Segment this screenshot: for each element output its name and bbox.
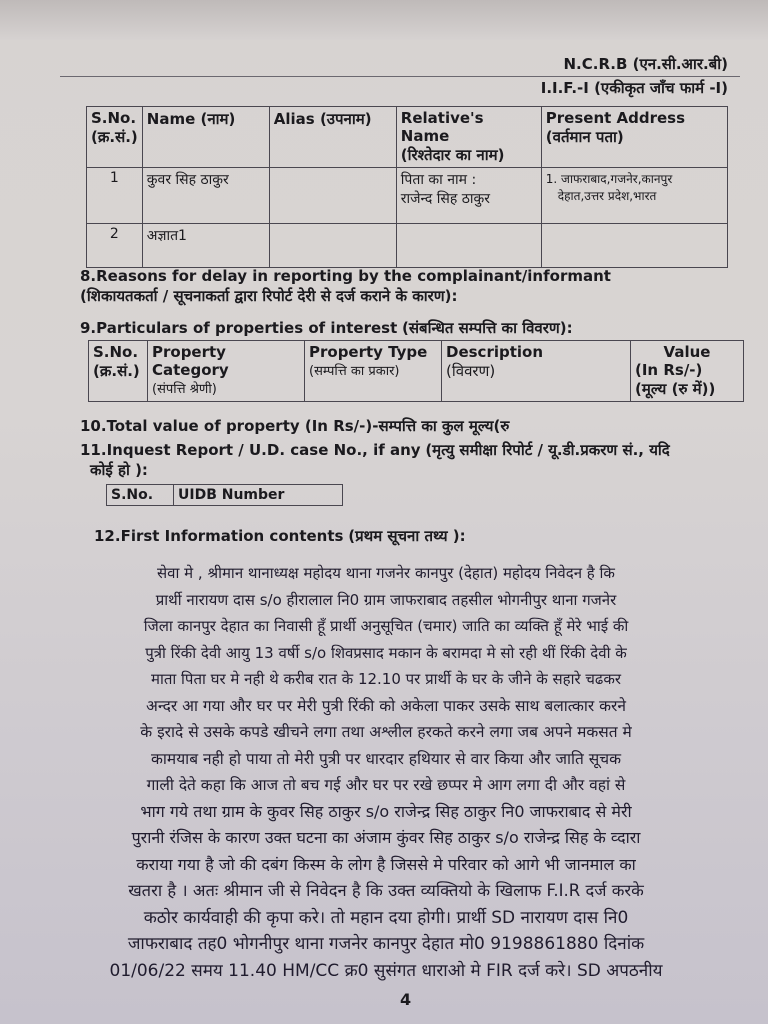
uidb-col-sno: S.No. [107, 485, 174, 506]
fir-line: कामयाब नही हो पाया तो मेरी पुत्री पर धारदार हथियार से वार किया और जाति सूचक [151, 749, 621, 768]
fir-line: पुरानी रंजिस के कारण उक्त घटना का अंजाम कुंवर सिह ठाकुर s/o राजेन्द्र सिह के व्दारा [131, 828, 641, 847]
section-10-title: 10.Total value of property (In Rs/-) [80, 417, 373, 435]
row-sno: 2 [87, 224, 143, 268]
row-alias [269, 168, 396, 224]
col-relative: Relative's Name (रिश्तेदार का नाम) [396, 107, 541, 168]
fir-line: अन्दर आ गया और घर पर मेरी पुत्री रिंकी को अकेला पाकर उसके साथ बलात्कार करने [146, 696, 626, 715]
col-prop-sno: S.No. (क्र.सं.) [89, 341, 148, 402]
section-9 [80, 318, 573, 338]
section-11-title-hi: (मृत्यु समीक्षा रिपोर्ट / यू.डी.प्रकरण सं., यदि [425, 441, 670, 459]
uidb-table [106, 484, 343, 506]
table-header-row [89, 341, 744, 402]
ncrb-header: N.C.R.B (एन.सी.आर.बी) [563, 55, 728, 73]
col-sno: S.No. (क्र.सं.) [87, 107, 143, 168]
fir-line: के इरादे से उसके कपडे खीचने लगा तथा अश्लील हरकते करने लगा जब अपने मकसत मे [140, 723, 632, 741]
fir-line: 01/06/22 समय 11.40 HM/CC क्र0 सुसंगत धाराओ मे FIR दर्ज करे। SD अपठनीय [109, 960, 663, 981]
fir-line: कठोर कार्यवाही की कृपा करे। तो महान दया होगी। प्रार्थी SD नारायण दास नि0 [143, 907, 629, 928]
col-name: Name (नाम) [142, 107, 269, 168]
col-address: Present Address (वर्तमान पता) [541, 107, 727, 168]
section-9-title-hi: (संबन्धित सम्पत्ति का विवरण): [402, 319, 573, 337]
col-prop-description: Description (विवरण) [442, 341, 631, 402]
fir-line: प्रार्थी नारायण दास s/o हीरालाल नि0 ग्राम जाफराबाद तहसील भोगनीपुर थाना गजनेर [155, 590, 617, 609]
section-12 [94, 526, 466, 546]
section-8 [80, 266, 611, 306]
col-prop-value: Value (In Rs/-) (मूल्य (रु में)) [631, 341, 744, 402]
section-10 [80, 416, 509, 436]
row-sno: 1 [87, 168, 143, 224]
page-number: 4 [400, 990, 412, 1009]
section-8-subtitle: (शिकायतकर्ता / सूचनाकर्ता द्वारा रिपोर्ट देरी से दर्ज कराने के कारण): [80, 287, 458, 305]
property-table [88, 340, 744, 402]
section-11 [80, 440, 670, 480]
section-12-title: 12.First Information contents [94, 527, 344, 545]
first-information-contents [46, 560, 726, 984]
row-name: अज्ञात1 [142, 224, 269, 268]
row-relative: पिता का नाम : राजेन्द सिह ठाकुर [396, 168, 541, 224]
accused-table [86, 106, 728, 268]
row-address: 1. जाफराबाद,गजनेर,कानपुर देहात,उत्तर प्रदेश,भारत [541, 168, 727, 224]
section-11-title-hi2: कोई हो ): [90, 461, 148, 479]
fir-line: कराया गया है जो की दबंग किस्म के लोग है जिससे मे परिवार को आगे भी जानमाल का [136, 854, 636, 874]
section-8-title: 8.Reasons for delay in reporting by the complainant/informant [80, 267, 611, 285]
col-prop-type: Property Type (सम्पत्ति का प्रकार) [305, 341, 442, 402]
col-prop-category: Property Category (संपत्ति श्रेणी) [148, 341, 305, 402]
table-header-row [87, 107, 728, 168]
fir-line: सेवा मे , श्रीमान थानाध्यक्ष महोदय थाना गजनेर कानपुर (देहात) महोदय निवेदन है कि [157, 564, 615, 582]
section-12-title-hi: (प्रथम सूचना तथ्य ): [348, 527, 466, 545]
table-row [87, 224, 728, 268]
fir-line: पुत्री रिंकी देवी आयु 13 वर्षी s/o शिवप्रसाद मकान के बरामदा मे सो रही थीं रिंकी देवी के [145, 643, 627, 662]
row-name: कुवर सिह ठाकुर [142, 168, 269, 224]
row-address [541, 224, 727, 268]
fir-line: जिला कानपुर देहात का निवासी हूँ प्रार्थी अनुसूचित (चमार) जाति का व्यक्ति हूँ मेरे भाई की [143, 617, 629, 635]
page-fold [0, 0, 768, 40]
fir-line: खतरा है । अतः श्रीमान जी से निवेदन है कि उक्त व्यक्तियो के खिलाफ F.I.R दर्ज करके [128, 881, 644, 900]
table-row [87, 168, 728, 224]
col-alias: Alias (उपनाम) [269, 107, 396, 168]
section-9-title: 9.Particulars of properties of interest [80, 319, 398, 337]
section-10-title-hi: -सम्पत्ति का कुल मूल्य(रु [372, 417, 510, 435]
fir-line: माता पिता घर मे नही थे करीब रात के 12.10 पर प्रार्थी के घर के जीने के सहारे चढकर [150, 670, 622, 688]
form-header: I.I.F.-I (एकीकृत जाँच फार्म -I) [540, 79, 728, 97]
fir-line: जाफराबाद तह0 भोगनीपुर थाना गजनेर कानपुर देहात मो0 9198861880 दिनांक [127, 934, 645, 954]
section-11-title: 11.Inquest Report / U.D. case No., if any [80, 441, 421, 459]
header-rule [60, 76, 740, 77]
row-relative [396, 224, 541, 268]
row-alias [269, 224, 396, 268]
fir-line: भाग गये तथा ग्राम के कुवर सिह ठाकुर s/o राजेन्द्र सिह ठाकुर नि0 जाफराबाद से मेरी [140, 801, 632, 821]
uidb-col-number: UIDB Number [174, 485, 343, 506]
fir-line: गाली देते कहा कि आज तो बच गई और घर पर रखे छप्पर मे आग लगा दी और वहां से [146, 776, 626, 794]
